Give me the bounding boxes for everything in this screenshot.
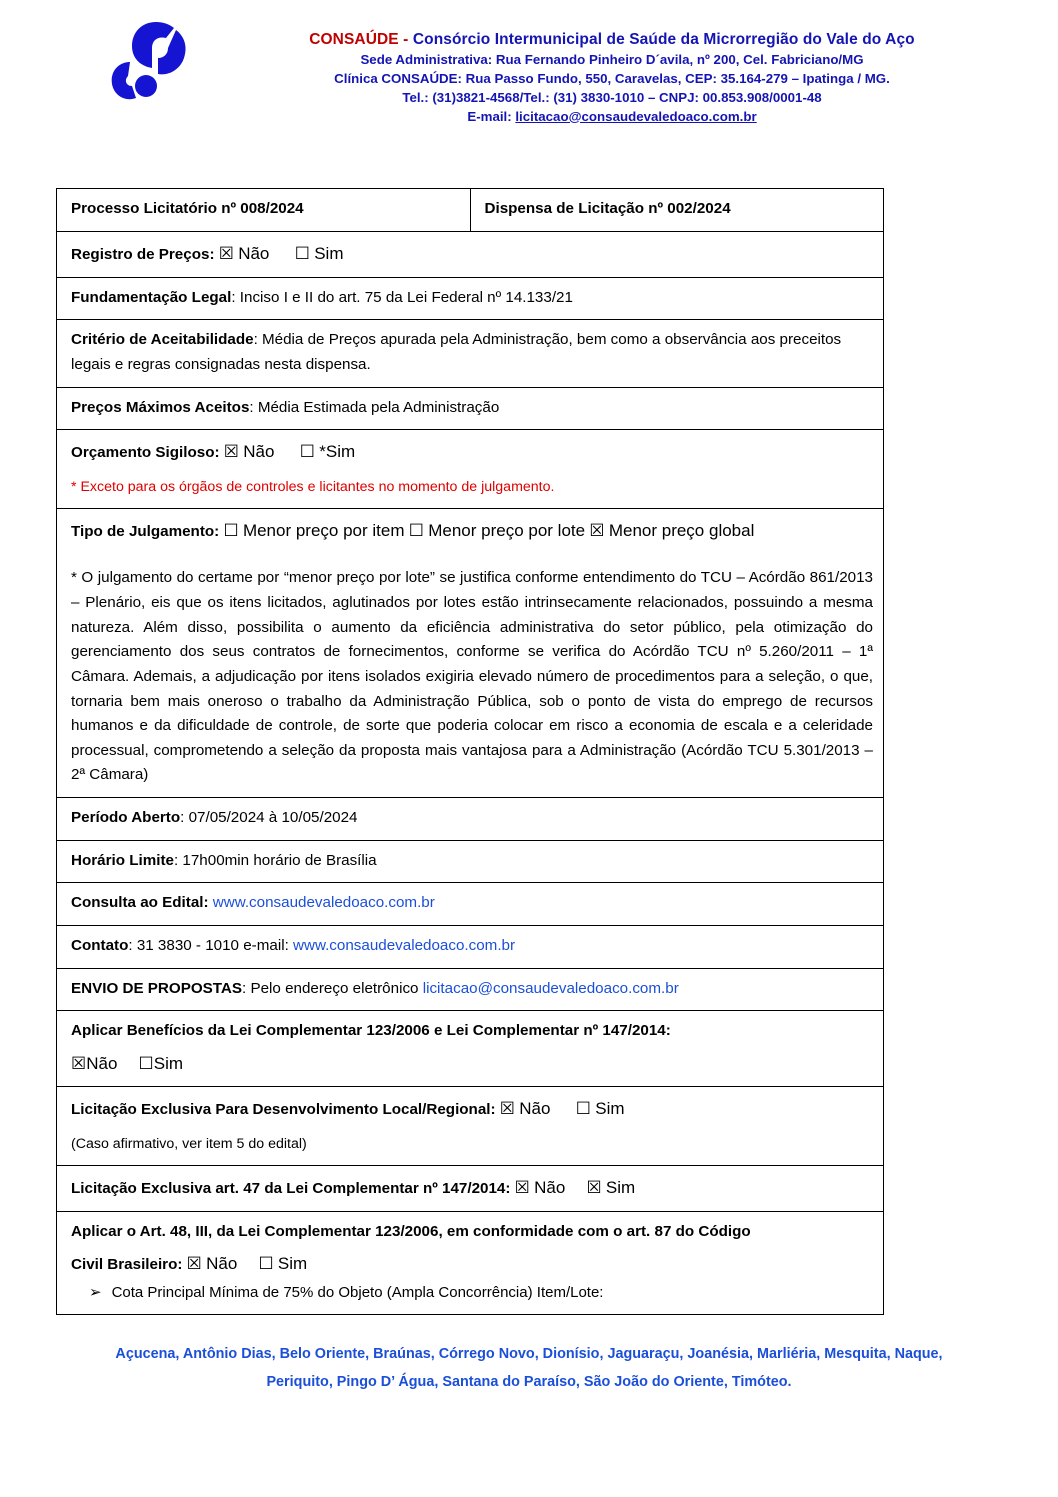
beneficios-sim-label: Sim <box>153 1053 184 1073</box>
criterio-aceitabilidade-cell <box>57 320 884 387</box>
envio-propostas-label: ENVIO DE PROPOSTAS <box>71 979 243 997</box>
julgamento-global-checkbox[interactable]: ☒ <box>589 520 605 541</box>
table-row <box>57 320 884 387</box>
fundamentacao-legal-cell <box>57 277 884 320</box>
exclusiva-art47-cell <box>57 1166 884 1212</box>
registro-sim-checkbox[interactable]: ☐ <box>294 244 310 265</box>
beneficios-lc-sep: : <box>665 1022 671 1040</box>
table-row <box>57 1087 884 1166</box>
orcamento-sigiloso-note: * Exceto para os órgãos de controles e licitantes no momento de julgamento. <box>71 478 555 495</box>
registro-sim-label: Sim <box>314 244 344 264</box>
periodo-aberto-cell <box>57 798 884 841</box>
processo-licitatorio-cell: Processo Licitatório nº 008/2024 <box>57 189 471 232</box>
art48-label-line1: Aplicar o Art. 48, III, da Lei Complementar 123/2006, em conformidade com o art. 87 do Código <box>71 1222 751 1240</box>
contato-label: Contato <box>71 936 129 954</box>
periodo-aberto-value: : 07/05/2024 à 10/05/2024 <box>180 809 358 827</box>
address-line-1: Sede Administrativa: Rua Fernando Pinheiro D´avila, nº 200, Cel. Fabriciano/MG <box>360 51 864 67</box>
registro-de-precos-label: Registro de Preços <box>71 246 210 264</box>
exclusiva-local-nao-label: Não <box>519 1099 551 1119</box>
table-row <box>57 925 884 968</box>
art48-nao-label: Não <box>206 1254 238 1274</box>
contato-value: : 31 3830 - 1010 e-mail: <box>128 936 294 954</box>
fundamentacao-legal-label: Fundamentação Legal <box>71 288 232 306</box>
horario-limite-label: Horário Limite <box>71 851 174 869</box>
exclusiva-art47-sep: : <box>505 1180 515 1198</box>
art48-label-line2: Civil Brasileiro: <box>71 1256 183 1274</box>
dispensa-licitacao-cell: Dispensa de Licitação nº 002/2024 <box>470 189 884 232</box>
registro-de-precos-cell <box>57 232 884 278</box>
brand-name: CONSAÚDE - <box>309 31 409 48</box>
organization-title <box>222 30 1002 51</box>
address-line-2: Clínica CONSAÚDE: Rua Passo Fundo, 550, Caravelas, CEP: 35.164-279 – Ipatinga / MG. <box>334 70 890 86</box>
fundamentacao-legal-value: : Inciso I e II do art. 75 da Lei Federal nº 14.133/21 <box>231 288 573 306</box>
criterio-aceitabilidade-label: Critério de Aceitabilidade <box>71 331 254 349</box>
tipo-julgamento-cell <box>57 508 884 797</box>
table-row <box>57 277 884 320</box>
beneficios-lc-label: Aplicar Benefícios da Lei Complementar 123/2006 e Lei Complementar nº 147/2014 <box>71 1022 666 1040</box>
beneficios-nao-checkbox[interactable]: ☒ <box>71 1053 87 1074</box>
contato-link[interactable]: www.consaudevaledoaco.com.br <box>293 936 516 954</box>
exclusiva-local-sim-label: Sim <box>595 1099 625 1119</box>
exclusiva-art47-sim-checkbox[interactable]: ☒ <box>586 1178 602 1199</box>
orcamento-sim-checkbox[interactable]: ☐ <box>299 442 316 463</box>
address-line-3: Tel.: (31)3821-4568/Tel.: (31) 3830-1010 – CNPJ: 00.853.908/0001-48 <box>402 89 822 105</box>
periodo-aberto-label: Período Aberto <box>71 809 181 827</box>
footer-line-1: Açucena, Antônio Dias, Belo Oriente, Braúnas, Córrego Novo, Dionísio, Jaguaraçu, Joanésia, Marliéria, Mesquita, Naque, <box>115 1346 943 1363</box>
precos-maximos-cell <box>57 387 884 430</box>
julgamento-item-label: Menor preço por item <box>242 520 405 540</box>
contato-cell <box>57 925 884 968</box>
document-footer <box>59 1341 999 1396</box>
document-header <box>56 18 1002 126</box>
orcamento-sigiloso-cell <box>57 430 884 509</box>
art48-cell <box>57 1211 884 1315</box>
exclusiva-art47-nao-checkbox[interactable]: ☒ <box>514 1178 530 1199</box>
horario-limite-value: : 17h00min horário de Brasília <box>173 851 377 869</box>
criterio-aceitabilidade-value: : Média de Preços apurada pela Administração, bem como a observância aos preceitos legais e regras consignadas nesta dispensa. <box>71 331 842 373</box>
orcamento-nao-checkbox[interactable]: ☒ <box>223 442 240 463</box>
julgamento-lote-checkbox[interactable]: ☐ <box>408 520 424 541</box>
table-row <box>57 1211 884 1315</box>
exclusiva-art47-nao-label: Não <box>534 1178 566 1198</box>
exclusiva-local-label: Licitação Exclusiva Para Desenvolvimento Local/Regional <box>71 1101 491 1119</box>
table-row <box>57 883 884 926</box>
exclusiva-local-sep: : <box>490 1101 500 1119</box>
orcamento-sigiloso-label: Orçamento Sigiloso: <box>71 444 220 462</box>
consaude-logo-icon <box>96 18 216 114</box>
email-link[interactable]: licitacao@consaudevaledoaco.com.br <box>515 108 757 124</box>
table-row <box>57 387 884 430</box>
consulta-edital-sep: : <box>203 894 213 912</box>
orcamento-sim-label: *Sim <box>319 442 356 462</box>
julgamento-lote-label: Menor preço por lote <box>428 520 586 540</box>
consulta-edital-label: Consulta ao Edital <box>71 894 204 912</box>
table-row <box>57 798 884 841</box>
art48-sim-checkbox[interactable]: ☐ <box>258 1254 274 1275</box>
consulta-edital-cell <box>57 883 884 926</box>
registro-sep: : <box>209 246 219 264</box>
art48-nao-checkbox[interactable]: ☒ <box>186 1254 202 1275</box>
exclusiva-local-sim-checkbox[interactable]: ☐ <box>575 1099 592 1120</box>
precos-maximos-label: Preços Máximos Aceitos <box>71 398 250 416</box>
dispensa-summary-table <box>56 188 884 1315</box>
exclusiva-art47-label: Licitação Exclusiva art. 47 da Lei Complementar nº 147/2014 <box>71 1180 506 1198</box>
tipo-julgamento-sep: : <box>214 522 224 540</box>
cota-principal-item <box>71 1280 873 1305</box>
beneficios-sim-checkbox[interactable]: ☐ <box>138 1053 154 1074</box>
orcamento-nao-label: Não <box>243 442 275 462</box>
exclusiva-local-cell <box>57 1087 884 1166</box>
email-line <box>222 108 1002 127</box>
table-row <box>57 1166 884 1212</box>
table-row <box>57 968 884 1011</box>
table-row <box>57 1011 884 1087</box>
julgamento-item-checkbox[interactable]: ☐ <box>223 520 239 541</box>
tipo-julgamento-justification: * O julgamento do certame por “menor preço por lote” se justifica conforme entendimento do TCU – Acórdão 861/2013 – Plenário, eis que os itens licitados, aglutinados por lotes estão intrinsecamente relacionados, possuindo a mesma natureza. Além disso, possibilita o aumento da eficiência administrativa do setor público, pela otimização do gerenciamento dos seus contratos de fornecimentos, conforme se verifica do Acórdão TCU nº 5.260/2011 – 1ª Câmara. Ademais, a adjudicação por itens isolados exigiria elevado número de procedimentos para a seleção, o que, tornaria bem mais oneroso o trabalho da Administração Pública, sob o ponto de vista do emprego de recursos humanos e da dificuldade de controle, de sorte que poderia colocar em risco a economia de escala e a celeridade processual, comprometendo a seleção da proposta mais vantajosa para a Administração (Acórdão TCU 5.301/2013 – 2ª Câmara) <box>71 569 873 784</box>
horario-limite-cell <box>57 840 884 883</box>
exclusiva-local-note: (Caso afirmativo, ver item 5 do edital) <box>71 1136 307 1153</box>
exclusiva-art47-sim-label: Sim <box>605 1178 636 1198</box>
email-label: E-mail: <box>467 108 516 124</box>
table-row <box>57 840 884 883</box>
tipo-julgamento-label: Tipo de Julgamento <box>71 522 215 540</box>
envio-propostas-cell <box>57 968 884 1011</box>
art48-sim-label: Sim <box>277 1254 308 1274</box>
arrow-bullet-icon: ➢ <box>89 1282 102 1301</box>
envio-propostas-value: : Pelo endereço eletrônico <box>242 979 423 997</box>
table-row <box>57 189 884 232</box>
consulta-edital-link[interactable]: www.consaudevaledoaco.com.br <box>212 894 435 912</box>
registro-nao-label: Não <box>238 244 270 264</box>
organization-name: Consórcio Intermunicipal de Saúde da Microrregião do Vale do Aço <box>412 31 915 48</box>
footer-line-2: Periquito, Pingo D’ Água, Santana do Paraíso, São João do Oriente, Timóteo. <box>266 1373 792 1390</box>
beneficios-nao-label: Não <box>86 1053 118 1073</box>
table-row <box>57 508 884 797</box>
exclusiva-local-nao-checkbox[interactable]: ☒ <box>499 1099 516 1120</box>
envio-propostas-email-link[interactable]: licitacao@consaudevaledoaco.com.br <box>422 979 679 997</box>
beneficios-lc-cell <box>57 1011 884 1087</box>
julgamento-global-label: Menor preço global <box>608 520 755 540</box>
cota-principal-text: Cota Principal Mínima de 75% do Objeto (Ampla Concorrência) Item/Lote: <box>111 1283 604 1301</box>
registro-nao-checkbox[interactable]: ☒ <box>218 244 234 265</box>
table-row <box>57 430 884 509</box>
table-row <box>57 232 884 278</box>
precos-maximos-value: : Média Estimada pela Administração <box>249 398 500 416</box>
